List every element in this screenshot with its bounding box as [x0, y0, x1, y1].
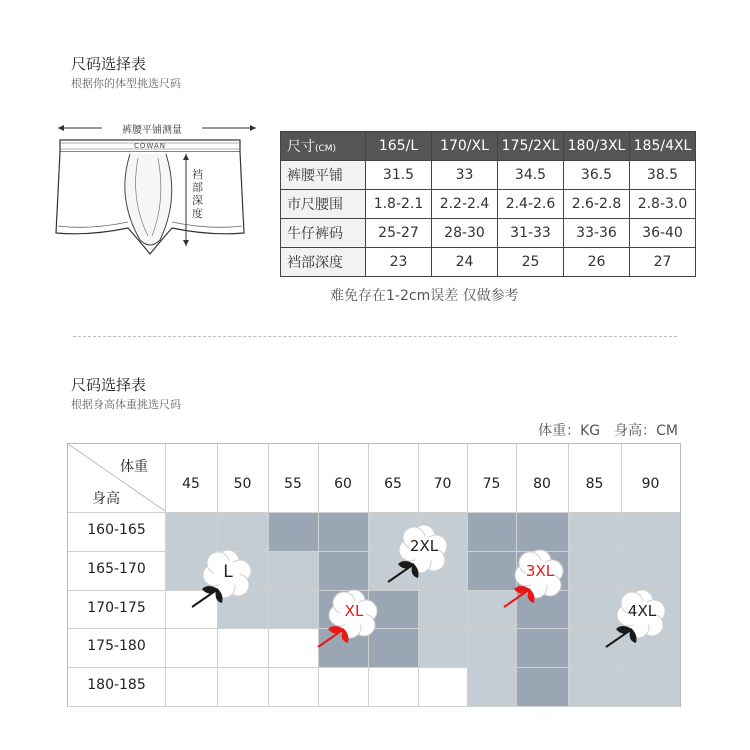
size-table: [280, 131, 696, 277]
table-cell: 28-30: [432, 219, 498, 248]
section2-title: 尺码选择表: [71, 376, 147, 394]
underwear-illustration: [50, 118, 270, 260]
size-cell: [621, 667, 680, 706]
size-column-header: 175/2XL: [498, 132, 564, 161]
size-badge-label: L: [223, 562, 233, 582]
size-cell: [318, 551, 368, 590]
weight-header: 90: [641, 476, 660, 492]
section1-subtitle: 根据你的体型挑选尺码: [71, 77, 181, 90]
grid-line: [68, 512, 680, 513]
table-cell: 31-33: [498, 219, 564, 248]
table-cell: 36-40: [630, 219, 696, 248]
size-badge-label: XL: [344, 602, 364, 620]
cotton-flower-icon: [384, 524, 448, 588]
size-column-header: 185/4XL: [630, 132, 696, 161]
table-cell: 2.8-3.0: [630, 190, 696, 219]
size-chart-grid: [67, 443, 681, 707]
grid-line: [68, 667, 680, 668]
size-badge: [602, 589, 666, 653]
row-label: 市尺腰围: [281, 190, 366, 219]
size-cell: [568, 512, 621, 551]
size-cell: [418, 628, 467, 667]
height-row-label: 175-180: [87, 638, 146, 655]
table-cell: 23: [366, 248, 432, 277]
size-cell: [165, 628, 217, 667]
weight-header: 80: [533, 476, 551, 492]
units-label: 体重：KG 身高：CM: [538, 423, 678, 439]
row-label: 裤腰平铺: [281, 161, 366, 190]
brand-label: COWAN: [134, 142, 166, 150]
size-cell: [268, 551, 318, 590]
table-row: [281, 161, 696, 190]
table-row: [281, 190, 696, 219]
table-cell: 26: [564, 248, 630, 277]
size-badge: [500, 549, 564, 613]
size-cell: [467, 512, 516, 551]
size-cell: [318, 512, 368, 551]
size-cell: [467, 667, 516, 706]
size-cell: [516, 512, 568, 551]
rise-depth-label: 裆 部 深 度: [192, 168, 203, 220]
size-column-header: 165/L: [366, 132, 432, 161]
size-badge-label: 3XL: [525, 562, 555, 580]
size-cell: [568, 551, 621, 590]
table-cell: 25-27: [366, 219, 432, 248]
waist-measure-label: 裤腰平铺测量: [122, 125, 182, 136]
size-cell: [217, 628, 268, 667]
size-cell: [568, 667, 621, 706]
weight-header: 70: [433, 476, 452, 492]
height-row-label: 180-185: [87, 677, 146, 694]
size-column-header: 170/XL: [432, 132, 498, 161]
height-row-label: 165-170: [87, 560, 146, 577]
size-cell: [368, 667, 418, 706]
size-cell: [467, 628, 516, 667]
cotton-flower-icon: [314, 589, 378, 653]
table-cell: 25: [498, 248, 564, 277]
size-badge-label: 4XL: [627, 602, 657, 620]
size-cell: [165, 667, 217, 706]
cotton-flower-icon: [500, 549, 564, 613]
size-badge: [188, 549, 252, 613]
table-cell: 27: [630, 248, 696, 277]
section-divider: [73, 336, 677, 337]
section2-subtitle: 根据身高体重挑选尺码: [71, 398, 181, 411]
table-cell: 38.5: [630, 161, 696, 190]
size-column-header: 180/3XL: [564, 132, 630, 161]
table-cell: 34.5: [498, 161, 564, 190]
size-cell: [268, 590, 318, 629]
table-cell: 36.5: [564, 161, 630, 190]
weight-header: 45: [182, 476, 200, 492]
size-table-header: [281, 132, 696, 161]
size-badge-label: 2XL: [409, 537, 439, 555]
weight-header: 60: [334, 476, 352, 492]
row-label: 牛仔裤码: [281, 219, 366, 248]
weight-header: 55: [284, 476, 302, 492]
size-badge: [384, 524, 448, 588]
corner-height-label: 身高: [92, 491, 120, 507]
grid-line: [68, 706, 680, 707]
table-row: [281, 248, 696, 277]
table-cell: 2.6-2.8: [564, 190, 630, 219]
height-row-label: 170-175: [87, 599, 146, 616]
table-cell: 24: [432, 248, 498, 277]
height-row-label: 160-165: [87, 522, 146, 538]
size-cell: [217, 512, 268, 551]
size-cell: [318, 667, 368, 706]
table-row: [281, 219, 696, 248]
table-cell: 31.5: [366, 161, 432, 190]
size-cell: [516, 667, 568, 706]
size-header-label: 尺寸(CM): [281, 132, 366, 161]
size-cell: [165, 512, 217, 551]
section1-title: 尺码选择表: [71, 55, 147, 73]
size-badge: [314, 589, 378, 653]
size-cell: [621, 512, 680, 551]
weight-header: 65: [384, 476, 402, 492]
weight-header: 85: [585, 476, 604, 492]
table-cell: 2.2-2.4: [432, 190, 498, 219]
corner-weight-label: 体重: [120, 459, 148, 475]
size-cell: [418, 590, 467, 629]
grid-line: [68, 551, 680, 552]
size-cell: [418, 667, 467, 706]
table-cell: 33-36: [564, 219, 630, 248]
weight-header: 75: [482, 476, 501, 492]
table-cell: 2.4-2.6: [498, 190, 564, 219]
size-cell: [621, 551, 680, 590]
table-cell: 33: [432, 161, 498, 190]
size-cell: [516, 628, 568, 667]
measurement-note: 难免存在1-2cm误差 仅做参考: [330, 288, 519, 304]
table-cell: 1.8-2.1: [366, 190, 432, 219]
size-cell: [268, 667, 318, 706]
size-cell: [268, 512, 318, 551]
row-label: 裆部深度: [281, 248, 366, 277]
size-cell: [268, 628, 318, 667]
size-cell: [217, 667, 268, 706]
cotton-flower-icon: [602, 589, 666, 653]
weight-header: 50: [233, 476, 252, 492]
